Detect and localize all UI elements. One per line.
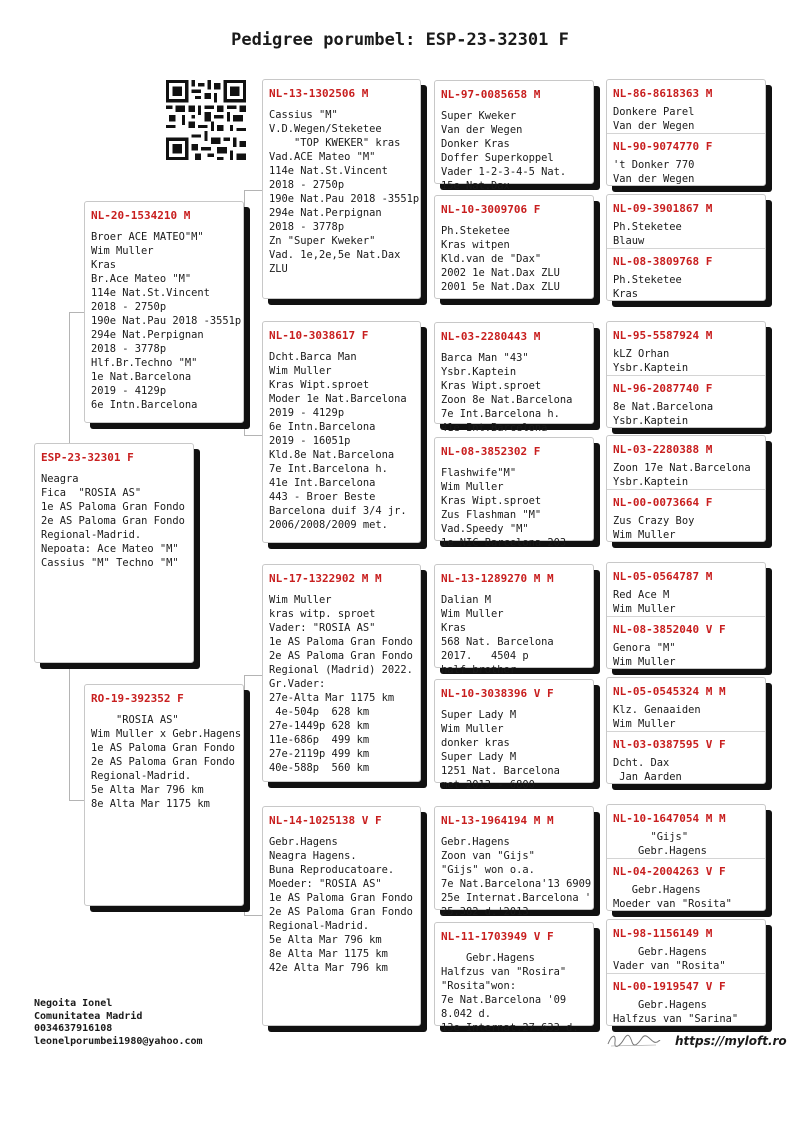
info-line: 15e Nat.Dax <box>441 180 510 192</box>
info-line: Wim Muller x Gebr.Hagens <box>91 728 242 740</box>
info-line: Van der Wegen <box>613 120 695 132</box>
info-line: 6e Intn.Barcelona <box>269 421 376 433</box>
page-title: Pedigree porumbel: ESP-23-32301 F <box>231 30 569 50</box>
great-grandparent-card <box>434 922 594 1034</box>
info-line: Gebr.Hagens <box>441 952 535 964</box>
info-line: Regional (Madrid) 2022. <box>269 664 413 676</box>
grandparent-card <box>262 564 421 782</box>
ring-number: NL-10-1647054 M M <box>613 812 726 825</box>
info-line: Ysbr.Kaptein <box>613 362 689 374</box>
info-line: 25.382 d.'2013 <box>441 906 529 918</box>
info-line: Kras Wipt.sproet <box>441 495 542 507</box>
info-line: Super Kweker <box>441 110 517 122</box>
ring-number: NL-03-2280388 M <box>613 443 713 456</box>
info-line: Kras <box>613 288 639 300</box>
info-line: 't Donker 770 <box>613 159 695 171</box>
info-line: 1e AS Paloma Gran Fondo <box>269 892 413 904</box>
info-line: 27e-2119p 499 km <box>269 748 370 760</box>
ring-number: Nl-03-0387595 V F <box>613 738 726 751</box>
info-line: Gebr.Hagens <box>613 946 707 958</box>
info-line: Neagra <box>41 473 79 485</box>
info-line: Doffer Superkoppel <box>441 152 554 164</box>
ring-number: NL-11-1703949 V F <box>441 930 554 943</box>
info-line: 6e Intn.Barcelona <box>91 399 198 411</box>
info-line: "Rosita"won: <box>441 980 517 992</box>
info-line: Wim Muller <box>613 718 676 730</box>
info-line: 27e-1449p 628 km <box>269 720 370 732</box>
info-line: Br.Ace Mateo "M" <box>91 273 192 285</box>
owner-info <box>34 998 203 1048</box>
info-line: "Gijs" won o.a. <box>441 864 535 876</box>
ring-number: RO-19-392352 F <box>91 692 184 705</box>
ring-number: NL-00-0073664 F <box>613 496 713 509</box>
info-line: Cassius "M" <box>269 109 338 121</box>
info-line: 8e Alta Mar 1175 km <box>91 798 210 810</box>
ring-number: NL-90-9074770 F <box>613 140 713 153</box>
grandparent-card <box>262 321 421 543</box>
info-line: 1e AS Paloma Gran Fondo <box>269 636 413 648</box>
info-line: Kras <box>441 622 467 634</box>
info-line: Kras witpen <box>441 239 510 251</box>
great-great-grandparent-pair <box>606 79 766 186</box>
info-line: 2018 - 3778p <box>91 343 167 355</box>
info-line: Donkere Parel <box>613 106 695 118</box>
info-line: ZLU <box>269 263 288 275</box>
card-divider <box>607 133 765 134</box>
info-line: Wim Muller <box>269 365 332 377</box>
info-line: "Gijs" <box>613 831 689 843</box>
info-line: Regional-Madrid. <box>41 529 142 541</box>
info-line: 41e Int.Barcelona <box>441 422 548 434</box>
info-line: 190e Nat.Pau 2018 -3551p <box>269 193 420 205</box>
great-grandparent-card <box>434 80 594 192</box>
info-line: Zoon 17e Nat.Barcelona <box>613 462 751 474</box>
info-line: 114e Nat.St.Vincent <box>269 165 388 177</box>
info-line: Kld.8e Nat.Barcelona <box>269 449 395 461</box>
great-great-grandparent-pair <box>606 677 766 784</box>
info-line: Blauw <box>613 235 645 247</box>
info-line: Kras <box>91 259 117 271</box>
info-line: 1e AS Paloma Gran Fondo <box>91 742 235 754</box>
card-divider <box>607 731 765 732</box>
connector-line <box>244 190 264 191</box>
info-line: 2019 - 16051p <box>269 435 351 447</box>
info-line: Gebr.Hagens <box>613 999 707 1011</box>
owner-location: Comunitatea Madrid <box>34 1010 143 1022</box>
info-line: Ph.Steketee <box>441 225 510 237</box>
info-line: 40e-588p 560 km <box>269 762 370 774</box>
info-line: Moeder: "ROSIA AS" <box>269 878 382 890</box>
info-line: "ROSIA AS" <box>91 714 179 726</box>
info-line: 13e Internat.27.633 d. <box>441 1022 579 1034</box>
ring-number: NL-17-1322902 M M <box>269 572 382 585</box>
info-line: 568 Nat. Barcelona <box>441 636 554 648</box>
info-line: 27e-Alta Mar 1175 km <box>269 692 395 704</box>
info-line: Zoon van "Gijs" <box>441 850 535 862</box>
info-line: Cassius "M" Techno "M" <box>41 557 179 569</box>
info-line: Hlf.Br.Techno "M" <box>91 357 198 369</box>
info-line: 114e Nat.St.Vincent <box>91 287 210 299</box>
ring-number: ESP-23-32301 F <box>41 451 134 464</box>
info-line: Buna Reproducatoare. <box>269 864 395 876</box>
info-line: Dcht.Barca Man <box>269 351 357 363</box>
info-line: half brother <box>441 664 517 676</box>
info-line: Wim Muller <box>613 656 676 668</box>
ring-number: NL-03-2280443 M <box>441 330 541 343</box>
info-line: Super Lady M <box>441 751 517 763</box>
owner-name: Negoita Ionel <box>34 998 113 1009</box>
ring-number: NL-10-3038396 V F <box>441 687 554 700</box>
info-line: 41e Int.Barcelona <box>269 477 376 489</box>
info-line: Halfzus van "Sarina" <box>613 1013 739 1025</box>
info-line: 8.042 d. <box>441 1008 492 1020</box>
ring-number: NL-20-1534210 M <box>91 209 191 222</box>
ring-number: NL-09-3901867 M <box>613 202 713 215</box>
dam-card <box>84 684 244 906</box>
info-line: Barca Man "43" <box>441 352 529 364</box>
info-line: kLZ Orhan <box>613 348 670 360</box>
info-line: Zn "Super Kweker" <box>269 235 376 247</box>
info-line: 2018 - 2750p <box>269 179 345 191</box>
info-line: Vader 1-2-3-4-5 Nat. <box>441 166 567 178</box>
info-line: Regional-Madrid. <box>91 770 192 782</box>
info-line: 2001 5e Nat.Dax ZLU <box>441 281 560 293</box>
info-line: 7e Int.Barcelona h. <box>441 408 560 420</box>
info-line: 2019 - 4129p <box>269 407 345 419</box>
great-grandparent-card <box>434 679 594 791</box>
info-line: Broer ACE MATEO"M" <box>91 231 204 243</box>
info-line: 25e Internat.Barcelona ' <box>441 892 592 904</box>
ring-number: NL-00-1919547 V F <box>613 980 726 993</box>
great-grandparent-card <box>434 322 594 434</box>
connector-line <box>69 668 70 800</box>
info-line: Halfzus van "Rosira" <box>441 966 567 978</box>
info-line: 2018 - 2750p <box>91 301 167 313</box>
info-line: 1e NIC Barcelona 203 <box>441 537 567 549</box>
info-line: Ph.Steketee <box>613 274 682 286</box>
ring-number: NL-08-3852302 F <box>441 445 541 458</box>
info-line: 2e AS Paloma Gran Fondo <box>41 515 185 527</box>
info-line: 7e Nat.Barcelona'13 6909 <box>441 878 592 890</box>
great-great-grandparent-pair <box>606 321 766 428</box>
connector-line <box>69 312 70 450</box>
card-divider <box>607 616 765 617</box>
info-line: Wim Muller <box>441 481 504 493</box>
info-line: 2006/2008/2009 met. <box>269 519 388 531</box>
info-line: Genora "M" <box>613 642 676 654</box>
info-line: Vader: "ROSIA AS" <box>269 622 376 634</box>
great-grandparent-card <box>434 437 594 549</box>
info-line: Nepoata: Ace Mateo "M" <box>41 543 179 555</box>
info-line: Van der Wegen <box>441 124 523 136</box>
card-divider <box>607 375 765 376</box>
info-line: 2e AS Paloma Gran Fondo <box>269 906 413 918</box>
card-divider <box>607 248 765 249</box>
sire-card <box>84 201 244 423</box>
info-line: Gebr.Hagens <box>613 884 701 896</box>
info-line: kras witp. sproet <box>269 608 376 620</box>
ring-number: NL-13-1302506 M <box>269 87 369 100</box>
info-line: donker kras <box>441 737 510 749</box>
info-line: 11e-686p 499 km <box>269 734 370 746</box>
info-line: 2e AS Paloma Gran Fondo <box>269 650 413 662</box>
info-line: Wim Muller <box>441 608 504 620</box>
info-line: Donker Kras <box>441 138 510 150</box>
ring-number: NL-97-0085658 M <box>441 88 541 101</box>
ring-number: NL-05-0545324 M M <box>613 685 726 698</box>
grandparent-card <box>262 79 421 299</box>
info-line: 2019 - 4129p <box>91 385 167 397</box>
info-line: 5e Alta Mar 796 km <box>269 934 382 946</box>
owner-email[interactable]: leonelporumbei1980@yahoo.com <box>34 1035 203 1047</box>
connector-line <box>244 675 264 676</box>
info-line: Super Lady M <box>441 709 517 721</box>
info-line: Kld.van de "Dax" <box>441 253 542 265</box>
info-line: Kras Wipt.sproet <box>441 380 542 392</box>
info-line: 8e Alta Mar 1175 km <box>269 948 388 960</box>
info-line: Barcelona duif 3/4 jr. <box>269 505 407 517</box>
info-line: 1e Nat.Barcelona <box>91 371 192 383</box>
info-line: 2e AS Paloma Gran Fondo <box>91 756 235 768</box>
info-line: Van der Wegen <box>613 173 695 185</box>
ring-number: NL-08-3809768 F <box>613 255 713 268</box>
info-line: Moder 1e Nat.Barcelona <box>269 393 407 405</box>
info-line: Wim Muller <box>269 594 332 606</box>
info-line: Klz. Genaaiden <box>613 704 701 716</box>
info-line: Regional-Madrid. <box>269 920 370 932</box>
info-line: Ysbr.Kaptein <box>613 476 689 488</box>
info-line: 42e Alta Mar 796 km <box>269 962 388 974</box>
info-line: Gebr.Hagens <box>613 845 707 857</box>
ring-number: NL-96-2087740 F <box>613 382 713 395</box>
info-line: Moeder van "Rosita" <box>613 898 732 910</box>
info-line: 5e Alta Mar 796 km <box>91 784 204 796</box>
info-line: 4e-504p 628 km <box>269 706 370 718</box>
owner-phone: 0034637916108 <box>34 1023 113 1034</box>
info-line: Fica "ROSIA AS" <box>41 487 142 499</box>
info-line: 190e Nat.Pau 2018 -3551p <box>91 315 242 327</box>
info-line: Kras Wipt.sproet <box>269 379 370 391</box>
ring-number: NL-13-1964194 M M <box>441 814 554 827</box>
connector-line <box>244 915 264 916</box>
great-great-grandparent-pair <box>606 562 766 669</box>
subject-card <box>34 443 194 663</box>
signature-logo <box>606 1030 662 1050</box>
connector-line <box>244 675 245 915</box>
info-line: Flashwife"M" <box>441 467 517 479</box>
great-grandparent-card <box>434 195 594 299</box>
info-line: Gr.Vader: <box>269 678 326 690</box>
grandparent-card <box>262 806 421 1026</box>
connector-line <box>244 435 264 436</box>
card-divider <box>607 858 765 859</box>
info-line: Jan Aarden <box>613 771 682 783</box>
ring-number: NL-13-1289270 M M <box>441 572 554 585</box>
info-line: Ysbr.Kaptein <box>441 366 517 378</box>
info-line: V.D.Wegen/Steketee <box>269 123 382 135</box>
info-line: Vader van "Rosita" <box>613 960 726 972</box>
info-line: Vad. 1e,2e,5e Nat.Dax <box>269 249 401 261</box>
ring-number: NL-95-5587924 M <box>613 329 713 342</box>
info-line: met 2013 - 6800 <box>441 779 535 791</box>
great-great-grandparent-pair <box>606 435 766 542</box>
ring-number: NL-14-1025138 V F <box>269 814 382 827</box>
info-line: Zus Flashman "M" <box>441 509 542 521</box>
ring-number: NL-86-8618363 M <box>613 87 713 100</box>
info-line: Dcht. Dax <box>613 757 670 769</box>
qr-code <box>166 80 246 160</box>
info-line: Gebr.Hagens <box>269 836 338 848</box>
ring-number: NL-04-2004263 V F <box>613 865 726 878</box>
info-line: Neagra Hagens. <box>269 850 357 862</box>
info-line: 1251 Nat. Barcelona <box>441 765 560 777</box>
info-line: Wim Muller <box>91 245 154 257</box>
great-great-grandparent-pair <box>606 804 766 911</box>
info-line: "TOP KWEKER" kras <box>269 137 401 149</box>
info-line: 294e Nat.Perpignan <box>269 207 382 219</box>
info-line: 443 - Broer Beste <box>269 491 376 503</box>
ring-number: NL-05-0564787 M <box>613 570 713 583</box>
card-divider <box>607 489 765 490</box>
great-grandparent-card <box>434 806 594 918</box>
info-line: Zus Crazy Boy <box>613 515 695 527</box>
info-line: Ph.Steketee <box>613 221 682 233</box>
info-line: Vad.ACE Mateo "M" <box>269 151 376 163</box>
info-line: Zoon 8e Nat.Barcelona <box>441 394 573 406</box>
info-line: Vad.Speedy "M" <box>441 523 529 535</box>
info-line: Wim Muller <box>613 603 676 615</box>
info-line: 2018 - 3778p <box>269 221 345 233</box>
ring-number: NL-10-3038617 F <box>269 329 369 342</box>
info-line: Wim Muller <box>613 529 676 541</box>
website-link[interactable]: https://myloft.ro <box>675 1034 787 1048</box>
info-line: 1e AS Paloma Gran Fondo <box>41 501 185 513</box>
great-grandparent-card <box>434 564 594 676</box>
info-line: 294e Nat.Perpignan <box>91 329 204 341</box>
great-great-grandparent-pair <box>606 194 766 301</box>
info-line: 2017. 4504 p <box>441 650 529 662</box>
great-great-grandparent-pair <box>606 919 766 1026</box>
info-line: Dalian M <box>441 594 492 606</box>
info-line: 7e Int.Barcelona h. <box>269 463 388 475</box>
info-line: 8e Nat.Barcelona <box>613 401 714 413</box>
info-line: Ysbr.Kaptein <box>613 415 689 427</box>
info-line: 7e Nat.Barcelona '09 <box>441 994 567 1006</box>
connector-line <box>244 190 245 435</box>
ring-number: NL-10-3009706 F <box>441 203 541 216</box>
ring-number: NL-98-1156149 M <box>613 927 713 940</box>
info-line: Red Ace M <box>613 589 670 601</box>
card-divider <box>607 973 765 974</box>
info-line: Gebr.Hagens <box>441 836 510 848</box>
ring-number: NL-08-3852040 V F <box>613 623 726 636</box>
info-line: Wim Muller <box>441 723 504 735</box>
info-line: 2002 1e Nat.Dax ZLU <box>441 267 560 279</box>
